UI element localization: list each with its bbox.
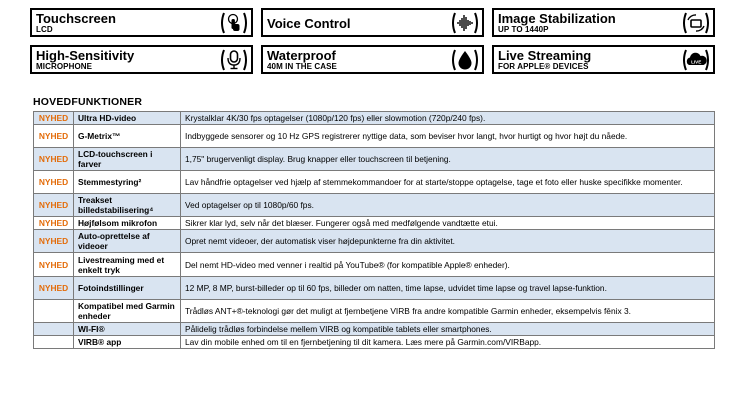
new-tag: NYHED — [34, 277, 74, 300]
feature-name: Livestreaming med et enkelt tryk — [74, 253, 181, 277]
feature-description: Opret nemt videoer, der automatisk viser højdepunkterne fra din aktivitet. — [181, 230, 715, 253]
badge-title: Touchscreen — [36, 11, 116, 26]
feature-description: 12 MP, 8 MP, burst-billeder op til 60 fps, billeder om natten, time lapse, udvidet time lapse og travel lapse-funktion. — [181, 277, 715, 300]
table-row — [34, 148, 715, 171]
table-row — [34, 336, 715, 349]
new-tag: NYHED — [34, 217, 74, 230]
water-drop-icon — [452, 48, 478, 72]
badge-waterproof — [261, 45, 484, 74]
table-row — [34, 253, 715, 277]
badge-high-sensitivity — [30, 45, 253, 74]
badge-subtitle: FOR APPLE® DEVICES — [498, 62, 589, 71]
table-row — [34, 230, 715, 253]
feature-description: Trådløs ANT+®-teknologi gør det muligt at fjernbetjene VIRB fra andre kompatible Garmin enheder, eksempelvis fēnix 3. — [181, 300, 715, 323]
table-row — [34, 217, 715, 230]
badge-title: Live Streaming — [498, 48, 592, 63]
feature-name: Auto-oprettelse af videoer — [74, 230, 181, 253]
new-tag: NYHED — [34, 194, 74, 217]
feature-description: Sikrer klar lyd, selv når det blæser. Fungerer også med medfølgende vandtætte etui. — [181, 217, 715, 230]
badge-subtitle: MICROPHONE — [36, 62, 93, 71]
badge-live-streaming — [492, 45, 715, 74]
table-row — [34, 125, 715, 148]
feature-name: Stemmestyring² — [74, 171, 181, 194]
badge-subtitle: LCD — [36, 25, 53, 34]
new-tag — [34, 336, 74, 349]
badge-title: High-Sensitivity — [36, 48, 135, 63]
badge-subtitle: UP TO 1440P — [498, 25, 549, 34]
new-tag: NYHED — [34, 112, 74, 125]
table-row — [34, 277, 715, 300]
badge-voice-control — [261, 8, 484, 37]
feature-badges — [30, 8, 716, 74]
table-row — [34, 323, 715, 336]
feature-name: Treakset billedstabilisering⁴ — [74, 194, 181, 217]
table-row — [34, 194, 715, 217]
badge-title: Image Stabilization — [498, 11, 616, 26]
feature-name: LCD-touchscreen i farver — [74, 148, 181, 171]
badge-touchscreen — [30, 8, 253, 37]
feature-description: Indbyggede sensorer og 10 Hz GPS registrerer nyttige data, som beviser hvor langt, hvor hurtigt og hvor højt du nåede. — [181, 125, 715, 148]
feature-name: WI-FI® — [74, 323, 181, 336]
new-tag: NYHED — [34, 148, 74, 171]
feature-name: G-Metrix™ — [74, 125, 181, 148]
microphone-icon — [221, 48, 247, 72]
feature-description: Del nemt HD-video med venner i realtid på YouTube® (for kompatible Apple® enheder). — [181, 253, 715, 277]
badge-image-stabilization — [492, 8, 715, 37]
live-cloud-icon — [683, 48, 709, 72]
table-row — [34, 171, 715, 194]
feature-name: Kompatibel med Garmin enheder — [74, 300, 181, 323]
live-icon-text: LIVE — [691, 59, 702, 65]
table-row — [34, 112, 715, 125]
feature-name: VIRB® app — [74, 336, 181, 349]
badge-subtitle: 40M IN THE CASE — [267, 62, 337, 71]
feature-description: Krystalklar 4K/30 fps optagelser (1080p/120 fps) eller slowmotion (720p/240 fps). — [181, 112, 715, 125]
sound-wave-icon — [452, 11, 478, 35]
features-table — [33, 111, 715, 349]
feature-description: 1,75" brugervenligt display. Brug knapper eller touchscreen til betjening. — [181, 148, 715, 171]
feature-description: Lav håndfrie optagelser ved hjælp af stemmekommandoer for at starte/stoppe optagelse, tage et foto eller huske specifikke momenter. — [181, 171, 715, 194]
stabilization-icon — [683, 11, 709, 35]
feature-name: Højfølsom mikrofon — [74, 217, 181, 230]
new-tag — [34, 300, 74, 323]
table-row — [34, 300, 715, 323]
touch-icon — [221, 11, 247, 35]
badge-title: Waterproof — [267, 48, 336, 63]
new-tag: NYHED — [34, 230, 74, 253]
section-title: HOVEDFUNKTIONER — [33, 96, 143, 108]
new-tag: NYHED — [34, 125, 74, 148]
new-tag — [34, 323, 74, 336]
feature-description: Ved optagelser op til 1080p/60 fps. — [181, 194, 715, 217]
new-tag: NYHED — [34, 171, 74, 194]
feature-description: Pålidelig trådløs forbindelse mellem VIRB og kompatible tablets eller smartphones. — [181, 323, 715, 336]
feature-name: Fotoindstillinger — [74, 277, 181, 300]
feature-name: Ultra HD-video — [74, 112, 181, 125]
feature-description: Lav din mobile enhed om til en fjernbetjening til dit kamera. Læs mere på Garmin.com/VIRBapp. — [181, 336, 715, 349]
badge-title: Voice Control — [267, 16, 351, 31]
new-tag: NYHED — [34, 253, 74, 277]
